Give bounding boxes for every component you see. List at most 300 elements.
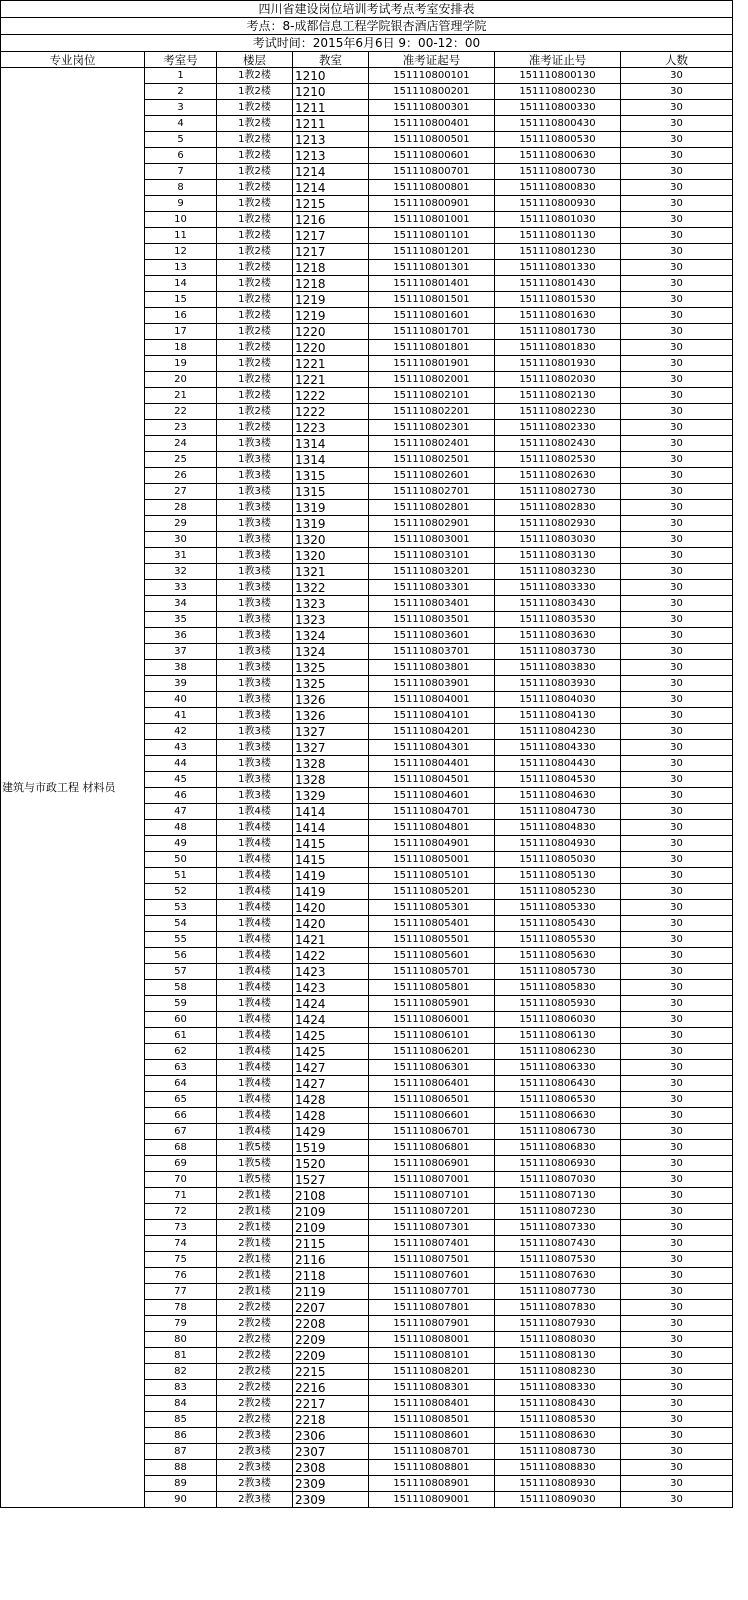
start-id-cell: 151110806701 [369,1124,495,1140]
start-id-cell: 151110801601 [369,308,495,324]
classroom-cell: 2109 [293,1220,369,1236]
count-cell: 30 [621,612,733,628]
count-cell: 30 [621,980,733,996]
count-cell: 30 [621,324,733,340]
floor-cell: 1教3楼 [217,500,293,516]
room-number-cell: 29 [145,516,217,532]
start-id-cell: 151110807401 [369,1236,495,1252]
end-id-cell: 151110800330 [495,100,621,116]
classroom-cell: 1420 [293,916,369,932]
start-id-cell: 151110801201 [369,244,495,260]
room-number-cell: 81 [145,1348,217,1364]
room-number-cell: 64 [145,1076,217,1092]
classroom-cell: 1427 [293,1076,369,1092]
floor-cell: 1教3楼 [217,660,293,676]
floor-cell: 1教2楼 [217,372,293,388]
classroom-cell: 1328 [293,772,369,788]
header-floor: 楼层 [217,52,293,68]
start-id-cell: 151110804501 [369,772,495,788]
end-id-cell: 151110800730 [495,164,621,180]
floor-cell: 1教2楼 [217,260,293,276]
room-number-cell: 90 [145,1492,217,1508]
floor-cell: 2教3楼 [217,1460,293,1476]
start-id-cell: 151110808701 [369,1444,495,1460]
end-id-cell: 151110801130 [495,228,621,244]
end-id-cell: 151110800630 [495,148,621,164]
floor-cell: 1教2楼 [217,276,293,292]
floor-cell: 1教3楼 [217,532,293,548]
floor-cell: 1教2楼 [217,164,293,180]
classroom-cell: 1210 [293,84,369,100]
count-cell: 30 [621,1412,733,1428]
classroom-cell: 1519 [293,1140,369,1156]
count-cell: 30 [621,1140,733,1156]
classroom-cell: 1217 [293,244,369,260]
count-cell: 30 [621,116,733,132]
room-number-cell: 11 [145,228,217,244]
end-id-cell: 151110806230 [495,1044,621,1060]
classroom-cell: 1425 [293,1028,369,1044]
start-id-cell: 151110808101 [369,1348,495,1364]
start-id-cell: 151110803301 [369,580,495,596]
room-number-cell: 57 [145,964,217,980]
floor-cell: 1教3楼 [217,628,293,644]
count-cell: 30 [621,1268,733,1284]
floor-cell: 1教3楼 [217,644,293,660]
count-cell: 30 [621,836,733,852]
classroom-cell: 1414 [293,804,369,820]
start-id-cell: 151110804401 [369,756,495,772]
start-id-cell: 151110807601 [369,1268,495,1284]
end-id-cell: 151110801630 [495,308,621,324]
room-number-cell: 25 [145,452,217,468]
classroom-cell: 1424 [293,996,369,1012]
classroom-cell: 1423 [293,964,369,980]
start-id-cell: 151110807501 [369,1252,495,1268]
count-cell: 30 [621,132,733,148]
start-id-cell: 151110803901 [369,676,495,692]
classroom-cell: 2119 [293,1284,369,1300]
room-number-cell: 37 [145,644,217,660]
room-number-cell: 51 [145,868,217,884]
room-number-cell: 49 [145,836,217,852]
start-id-cell: 151110802501 [369,452,495,468]
classroom-cell: 1222 [293,404,369,420]
exam-site: 考点：8-成都信息工程学院银杏酒店管理学院 [1,18,733,35]
start-id-cell: 151110809001 [369,1492,495,1508]
classroom-cell: 1422 [293,948,369,964]
floor-cell: 1教2楼 [217,212,293,228]
count-cell: 30 [621,356,733,372]
end-id-cell: 151110803830 [495,660,621,676]
floor-cell: 1教2楼 [217,132,293,148]
floor-cell: 1教2楼 [217,228,293,244]
classroom-cell: 1210 [293,68,369,84]
classroom-cell: 1323 [293,596,369,612]
classroom-cell: 1216 [293,212,369,228]
count-cell: 30 [621,628,733,644]
floor-cell: 1教2楼 [217,180,293,196]
count-cell: 30 [621,644,733,660]
classroom-cell: 1325 [293,676,369,692]
room-number-cell: 7 [145,164,217,180]
end-id-cell: 151110805330 [495,900,621,916]
classroom-cell: 1314 [293,452,369,468]
room-number-cell: 65 [145,1092,217,1108]
classroom-cell: 2306 [293,1428,369,1444]
end-id-cell: 151110801230 [495,244,621,260]
floor-cell: 2教1楼 [217,1204,293,1220]
floor-cell: 1教5楼 [217,1172,293,1188]
classroom-cell: 1428 [293,1092,369,1108]
start-id-cell: 151110803601 [369,628,495,644]
room-number-cell: 28 [145,500,217,516]
start-id-cell: 151110808301 [369,1380,495,1396]
count-cell: 30 [621,884,733,900]
room-number-cell: 36 [145,628,217,644]
end-id-cell: 151110803930 [495,676,621,692]
classroom-cell: 2307 [293,1444,369,1460]
end-id-cell: 151110802730 [495,484,621,500]
end-id-cell: 151110802430 [495,436,621,452]
count-cell: 30 [621,420,733,436]
count-cell: 30 [621,548,733,564]
end-id-cell: 151110809030 [495,1492,621,1508]
room-number-cell: 88 [145,1460,217,1476]
end-id-cell: 151110808430 [495,1396,621,1412]
start-id-cell: 151110802801 [369,500,495,516]
count-cell: 30 [621,148,733,164]
floor-cell: 1教4楼 [217,868,293,884]
count-cell: 30 [621,1108,733,1124]
room-number-cell: 42 [145,724,217,740]
room-number-cell: 76 [145,1268,217,1284]
room-number-cell: 52 [145,884,217,900]
classroom-cell: 2115 [293,1236,369,1252]
end-id-cell: 151110802930 [495,516,621,532]
count-cell: 30 [621,292,733,308]
classroom-cell: 2207 [293,1300,369,1316]
start-id-cell: 151110802601 [369,468,495,484]
end-id-cell: 151110806730 [495,1124,621,1140]
count-cell: 30 [621,196,733,212]
start-id-cell: 151110800301 [369,100,495,116]
start-id-cell: 151110805601 [369,948,495,964]
header-row [1,52,733,68]
end-id-cell: 151110802830 [495,500,621,516]
classroom-cell: 1221 [293,356,369,372]
count-cell: 30 [621,996,733,1012]
start-id-cell: 151110806501 [369,1092,495,1108]
room-number-cell: 54 [145,916,217,932]
room-number-cell: 66 [145,1108,217,1124]
end-id-cell: 151110808930 [495,1476,621,1492]
room-number-cell: 41 [145,708,217,724]
start-id-cell: 151110803001 [369,532,495,548]
start-id-cell: 151110800101 [369,68,495,84]
room-number-cell: 33 [145,580,217,596]
floor-cell: 1教3楼 [217,676,293,692]
start-id-cell: 151110807101 [369,1188,495,1204]
count-cell: 30 [621,388,733,404]
floor-cell: 1教3楼 [217,708,293,724]
count-cell: 30 [621,404,733,420]
floor-cell: 1教3楼 [217,612,293,628]
classroom-cell: 2209 [293,1332,369,1348]
room-number-cell: 59 [145,996,217,1012]
end-id-cell: 151110802230 [495,404,621,420]
count-cell: 30 [621,1284,733,1300]
room-number-cell: 26 [145,468,217,484]
end-id-cell: 151110807730 [495,1284,621,1300]
title-row [1,1,733,18]
classroom-cell: 1419 [293,868,369,884]
room-number-cell: 48 [145,820,217,836]
end-id-cell: 151110800230 [495,84,621,100]
floor-cell: 1教2楼 [217,148,293,164]
end-id-cell: 151110804030 [495,692,621,708]
start-id-cell: 151110801901 [369,356,495,372]
classroom-cell: 2116 [293,1252,369,1268]
floor-cell: 1教3楼 [217,484,293,500]
classroom-cell: 1427 [293,1060,369,1076]
start-id-cell: 151110806001 [369,1012,495,1028]
start-id-cell: 151110805701 [369,964,495,980]
count-cell: 30 [621,1188,733,1204]
floor-cell: 1教3楼 [217,516,293,532]
classroom-cell: 1423 [293,980,369,996]
end-id-cell: 151110804230 [495,724,621,740]
count-cell: 30 [621,1380,733,1396]
end-id-cell: 151110800530 [495,132,621,148]
classroom-cell: 1415 [293,836,369,852]
classroom-cell: 1315 [293,484,369,500]
end-id-cell: 151110804330 [495,740,621,756]
classroom-cell: 1211 [293,116,369,132]
room-number-cell: 53 [145,900,217,916]
start-id-cell: 151110805301 [369,900,495,916]
count-cell: 30 [621,1492,733,1508]
room-number-cell: 30 [145,532,217,548]
floor-cell: 1教3楼 [217,548,293,564]
end-id-cell: 151110807230 [495,1204,621,1220]
end-id-cell: 151110806330 [495,1060,621,1076]
classroom-cell: 1211 [293,100,369,116]
end-id-cell: 151110800430 [495,116,621,132]
room-number-cell: 34 [145,596,217,612]
start-id-cell: 151110805201 [369,884,495,900]
classroom-cell: 1217 [293,228,369,244]
count-cell: 30 [621,564,733,580]
end-id-cell: 151110801430 [495,276,621,292]
end-id-cell: 151110802530 [495,452,621,468]
end-id-cell: 151110808530 [495,1412,621,1428]
floor-cell: 1教3楼 [217,692,293,708]
end-id-cell: 151110804730 [495,804,621,820]
floor-cell: 1教4楼 [217,900,293,916]
room-number-cell: 69 [145,1156,217,1172]
end-id-cell: 151110807630 [495,1268,621,1284]
room-number-cell: 40 [145,692,217,708]
classroom-cell: 1213 [293,148,369,164]
floor-cell: 1教4楼 [217,1028,293,1044]
end-id-cell: 151110804430 [495,756,621,772]
room-number-cell: 85 [145,1412,217,1428]
sheet-title: 四川省建设岗位培训考试考点考室安排表 [1,1,733,18]
count-cell: 30 [621,1124,733,1140]
room-number-cell: 73 [145,1220,217,1236]
end-id-cell: 151110806830 [495,1140,621,1156]
start-id-cell: 151110803401 [369,596,495,612]
start-id-cell: 151110805401 [369,916,495,932]
count-cell: 30 [621,804,733,820]
category-cell: 建筑与市政工程 材料员 [1,68,145,1508]
end-id-cell: 151110808630 [495,1428,621,1444]
count-cell: 30 [621,820,733,836]
floor-cell: 1教2楼 [217,100,293,116]
room-number-cell: 74 [145,1236,217,1252]
room-number-cell: 77 [145,1284,217,1300]
count-cell: 30 [621,1156,733,1172]
start-id-cell: 151110801701 [369,324,495,340]
end-id-cell: 151110800930 [495,196,621,212]
start-id-cell: 151110808201 [369,1364,495,1380]
count-cell: 30 [621,1364,733,1380]
header-room-no: 考室号 [145,52,217,68]
end-id-cell: 151110807130 [495,1188,621,1204]
floor-cell: 2教1楼 [217,1284,293,1300]
header-count: 人数 [621,52,733,68]
classroom-cell: 1315 [293,468,369,484]
room-number-cell: 38 [145,660,217,676]
end-id-cell: 151110805430 [495,916,621,932]
room-number-cell: 61 [145,1028,217,1044]
count-cell: 30 [621,596,733,612]
floor-cell: 1教2楼 [217,84,293,100]
count-cell: 30 [621,100,733,116]
start-id-cell: 151110805101 [369,868,495,884]
room-number-cell: 15 [145,292,217,308]
start-id-cell: 151110806801 [369,1140,495,1156]
start-id-cell: 151110804301 [369,740,495,756]
start-id-cell: 151110806101 [369,1028,495,1044]
start-id-cell: 151110803101 [369,548,495,564]
classroom-cell: 2217 [293,1396,369,1412]
end-id-cell: 151110806130 [495,1028,621,1044]
floor-cell: 1教4楼 [217,1044,293,1060]
room-number-cell: 23 [145,420,217,436]
floor-cell: 2教2楼 [217,1364,293,1380]
floor-cell: 1教4楼 [217,996,293,1012]
start-id-cell: 151110800501 [369,132,495,148]
room-number-cell: 20 [145,372,217,388]
room-number-cell: 56 [145,948,217,964]
count-cell: 30 [621,244,733,260]
room-number-cell: 2 [145,84,217,100]
end-id-cell: 151110805530 [495,932,621,948]
start-id-cell: 151110801101 [369,228,495,244]
floor-cell: 2教1楼 [217,1252,293,1268]
room-number-cell: 84 [145,1396,217,1412]
classroom-cell: 1326 [293,692,369,708]
end-id-cell: 151110805130 [495,868,621,884]
end-id-cell: 151110806630 [495,1108,621,1124]
start-id-cell: 151110803801 [369,660,495,676]
floor-cell: 1教3楼 [217,436,293,452]
classroom-cell: 1419 [293,884,369,900]
end-id-cell: 151110802630 [495,468,621,484]
end-id-cell: 151110806430 [495,1076,621,1092]
room-number-cell: 47 [145,804,217,820]
end-id-cell: 151110801530 [495,292,621,308]
end-id-cell: 151110803430 [495,596,621,612]
count-cell: 30 [621,1476,733,1492]
room-number-cell: 3 [145,100,217,116]
count-cell: 30 [621,1220,733,1236]
floor-cell: 1教3楼 [217,452,293,468]
end-id-cell: 151110805230 [495,884,621,900]
floor-cell: 1教2楼 [217,356,293,372]
classroom-cell: 1321 [293,564,369,580]
floor-cell: 1教3楼 [217,788,293,804]
count-cell: 30 [621,228,733,244]
room-number-cell: 63 [145,1060,217,1076]
room-number-cell: 16 [145,308,217,324]
end-id-cell: 151110804530 [495,772,621,788]
classroom-cell: 1319 [293,516,369,532]
floor-cell: 2教2楼 [217,1316,293,1332]
classroom-cell: 1218 [293,260,369,276]
classroom-cell: 2109 [293,1204,369,1220]
start-id-cell: 151110800401 [369,116,495,132]
count-cell: 30 [621,212,733,228]
end-id-cell: 151110807030 [495,1172,621,1188]
floor-cell: 2教2楼 [217,1332,293,1348]
room-number-cell: 8 [145,180,217,196]
floor-cell: 2教2楼 [217,1380,293,1396]
classroom-cell: 2118 [293,1268,369,1284]
end-id-cell: 151110804630 [495,788,621,804]
start-id-cell: 151110802401 [369,436,495,452]
count-cell: 30 [621,708,733,724]
header-classroom: 教室 [293,52,369,68]
start-id-cell: 151110802201 [369,404,495,420]
room-number-cell: 80 [145,1332,217,1348]
count-cell: 30 [621,964,733,980]
end-id-cell: 151110808330 [495,1380,621,1396]
floor-cell: 1教2楼 [217,244,293,260]
room-number-cell: 82 [145,1364,217,1380]
floor-cell: 2教1楼 [217,1188,293,1204]
classroom-cell: 1415 [293,852,369,868]
count-cell: 30 [621,1300,733,1316]
end-id-cell: 151110807930 [495,1316,621,1332]
room-number-cell: 44 [145,756,217,772]
count-cell: 30 [621,68,733,84]
classroom-cell: 1325 [293,660,369,676]
start-id-cell: 151110801801 [369,340,495,356]
floor-cell: 1教4楼 [217,1076,293,1092]
room-number-cell: 35 [145,612,217,628]
end-id-cell: 151110803030 [495,532,621,548]
end-id-cell: 151110803730 [495,644,621,660]
floor-cell: 1教2楼 [217,404,293,420]
start-id-cell: 151110802901 [369,516,495,532]
start-id-cell: 151110808601 [369,1428,495,1444]
start-id-cell: 151110807901 [369,1316,495,1332]
end-id-cell: 151110805930 [495,996,621,1012]
room-number-cell: 9 [145,196,217,212]
